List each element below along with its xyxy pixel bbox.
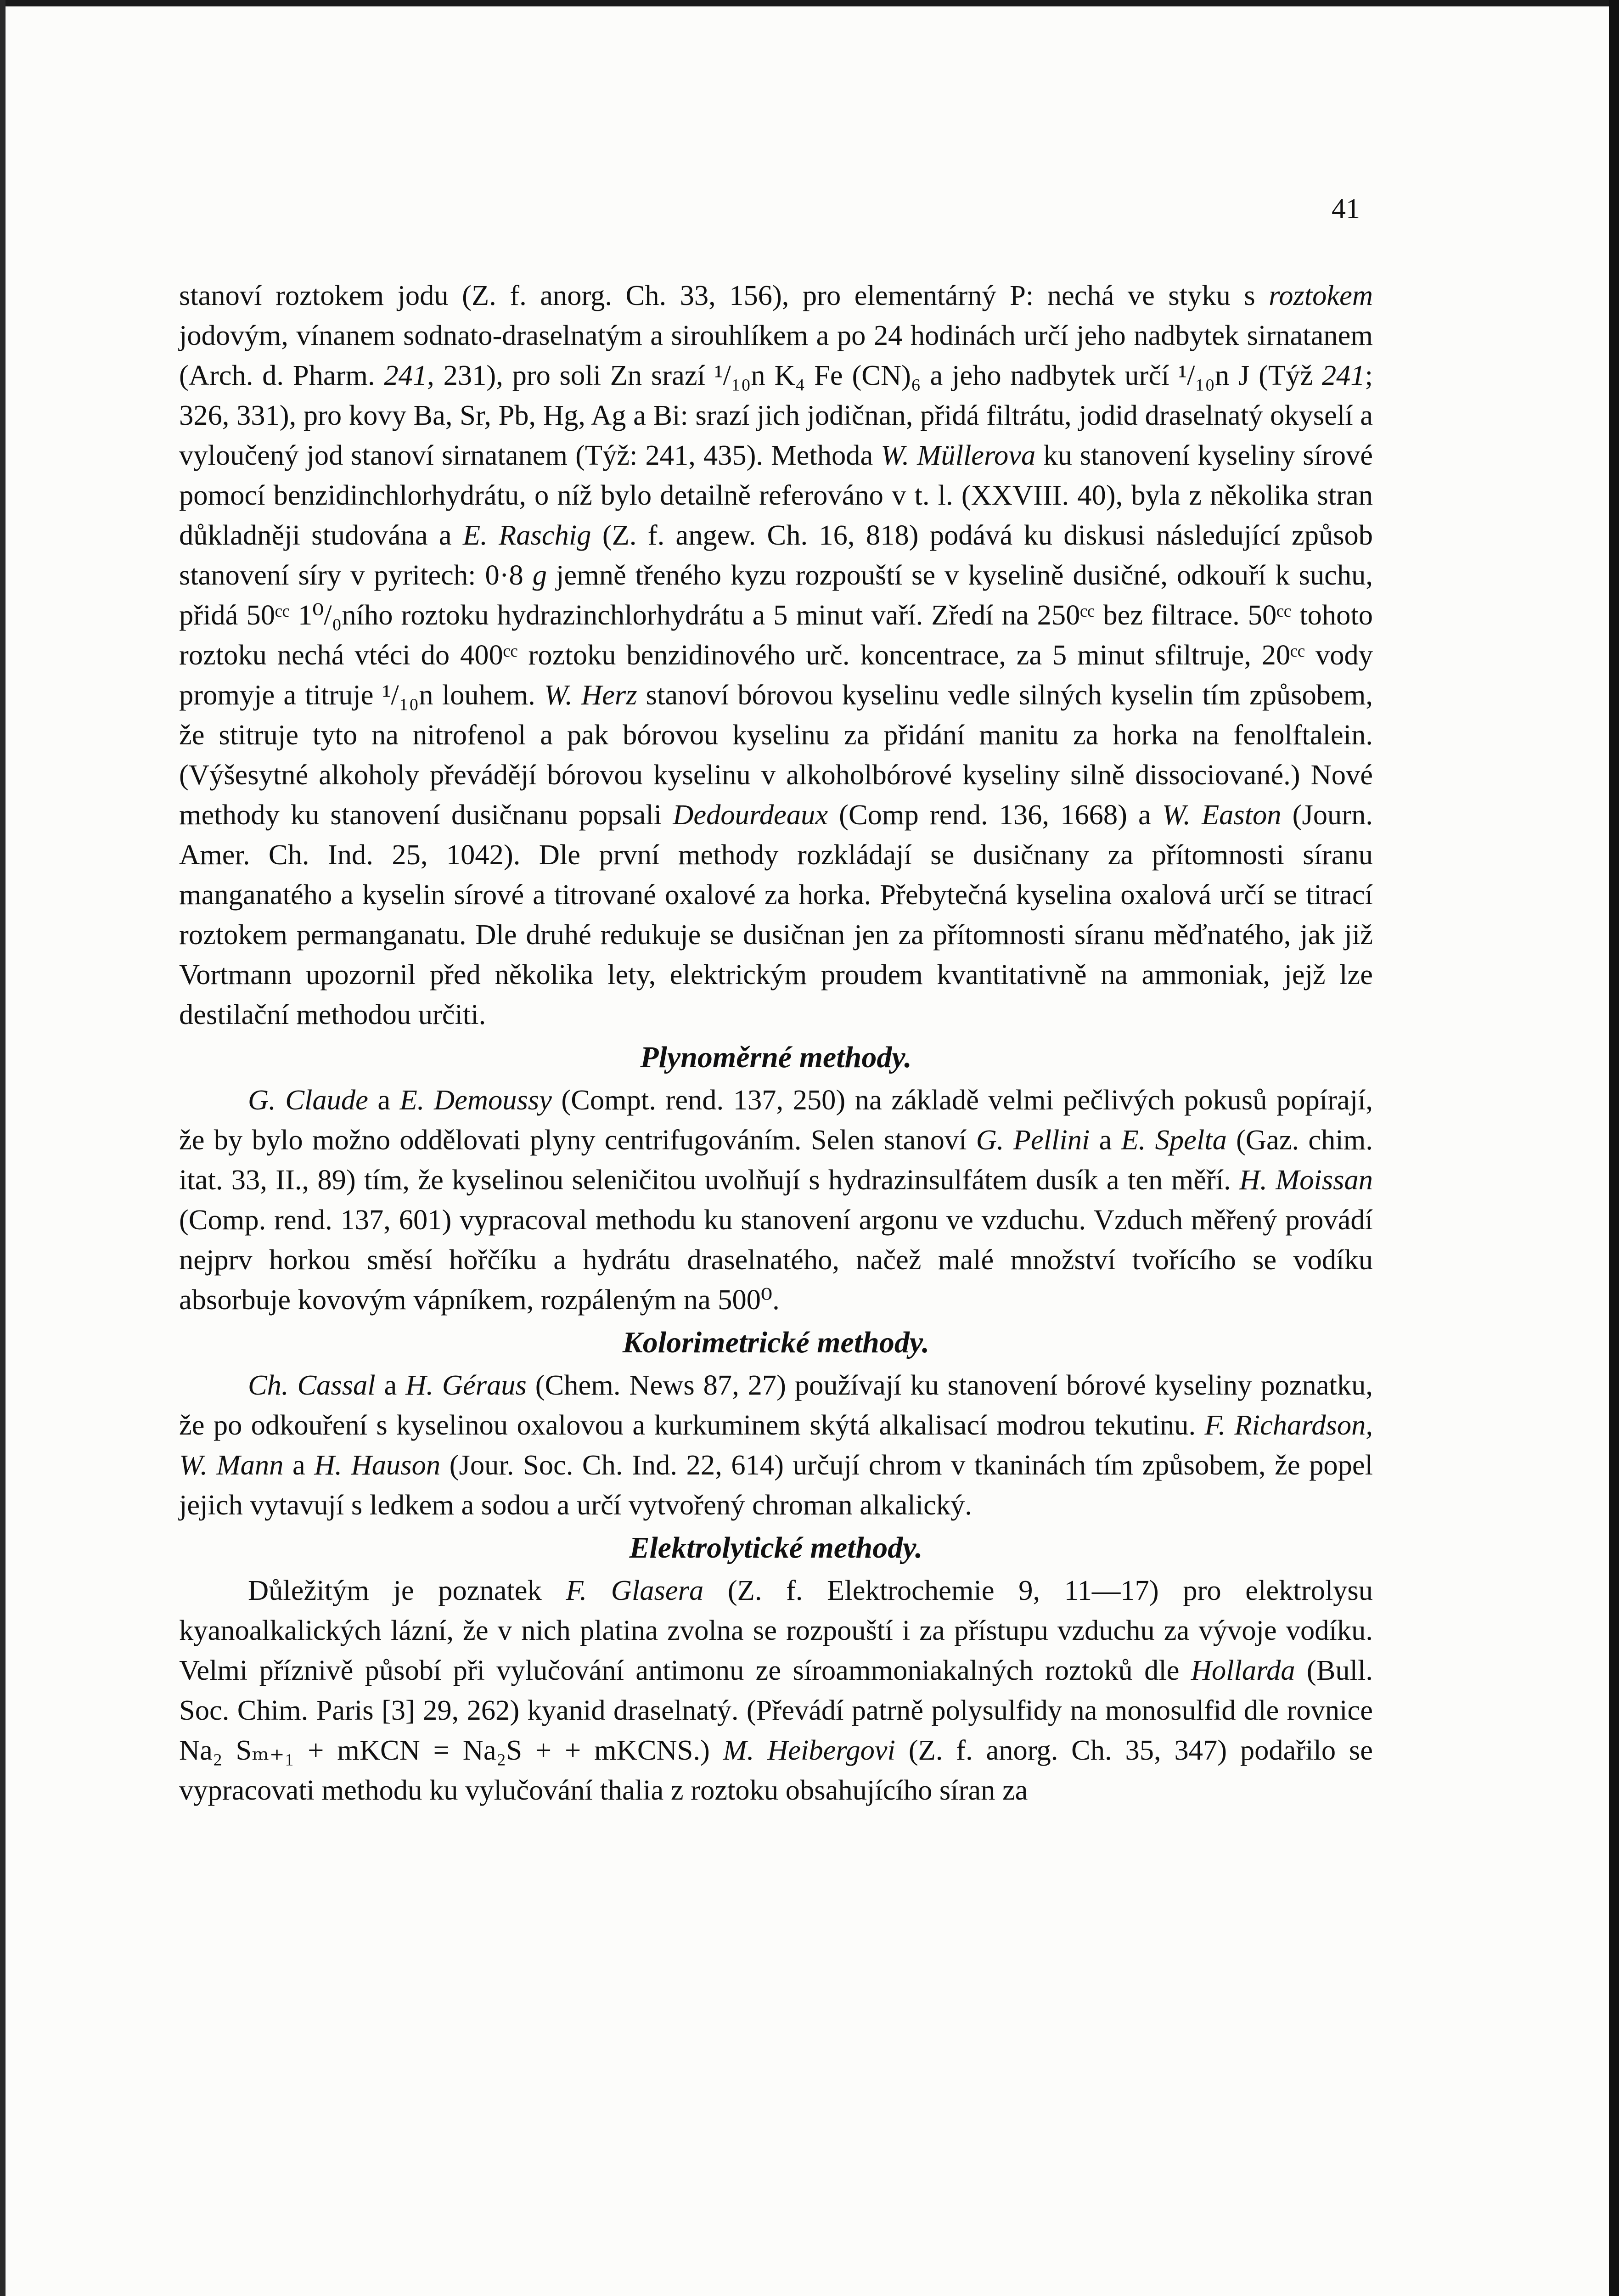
section-heading-colorimetric-methods: Kolorimetrické methody. bbox=[622, 1326, 930, 1359]
scan-border-top bbox=[0, 0, 1619, 6]
text-run: (Z. f. angew. Ch. 16, 818) podává ku diskusi následující způsob stanovení síry v pyritech: 0·8 bbox=[179, 519, 1373, 591]
text-run: a bbox=[1090, 1124, 1121, 1156]
author-name: F. Richardson, W. Mann bbox=[179, 1409, 1373, 1481]
text-run: (Chem. News 87, 27) používají ku stanovení bórové kyseliny poznatku, že po odkouření s kyselinou oxalovou a kurkuminem skýtá alkalisací modrou tekutinu. bbox=[179, 1369, 1373, 1441]
text-run: jemně třeného kyzu rozpouští se v kyselině dusičné, odkouří k suchu, přidá 50ᶜᶜ 1⁰/₀ního roztoku hydrazinchlorhydrátu a 5 minut vaří. Zředí na 250ᶜᶜ bez filtrace. 50ᶜᶜ tohoto roztoku nechá vtéci do 400ᶜᶜ roztoku benzidinového urč. koncentrace, za 5 minut sfiltruje, 20ᶜᶜ vody promyje a titruje ¹/₁₀n louhem. bbox=[179, 559, 1373, 711]
italic-run: 241 bbox=[1321, 359, 1365, 391]
text-run: (Z. f. anorg. Ch. 35, 347) podařilo se vypracovati methodu ku vylučování thalia z roztoku obsahujícího síran za bbox=[179, 1734, 1373, 1806]
author-name: M. Heibergovi bbox=[723, 1734, 896, 1766]
author-name: E. Spelta bbox=[1121, 1124, 1227, 1156]
author-name: W. Müllerova bbox=[881, 439, 1036, 471]
italic-run: roztokem bbox=[1269, 279, 1373, 311]
author-name: E. Demoussy bbox=[399, 1084, 552, 1116]
author-name: H. Hauson bbox=[314, 1449, 441, 1481]
text-run: ; 326, 331), pro kovy Ba, Sr, Pb, Hg, Ag a Bi: srazí jich jodičnan, přidá filtrátu, jodid draselnatý okyselí a vyloučený jod stanoví sirnatanem (Týž: 241, 435). Methoda bbox=[179, 359, 1373, 471]
scan-border-right bbox=[1609, 0, 1619, 2296]
author-name: Ch. Cassal bbox=[248, 1369, 376, 1401]
italic-run: g bbox=[532, 559, 547, 591]
text-run: a bbox=[283, 1449, 315, 1481]
text-run: , 231), pro soli Zn srazí ¹/₁₀n K₄ Fe (CN)₆ a jeho nadbytek určí ¹/₁₀n J (Týž bbox=[427, 359, 1322, 391]
text-run: jodovým, vínanem sodnato-draselnatým a sirouhlíkem a po 24 hodinách určí jeho nadbytek sirnatanem (Arch. d. Pharm. bbox=[179, 319, 1373, 391]
paragraph-gas-methods bbox=[179, 1080, 1373, 1320]
author-name: F. Glasera bbox=[566, 1574, 704, 1606]
text-run: (Comp. rend. 137, 601) vypracoval methodu ku stanovení argonu ve vzduchu. Vzduch měřený provádí nejprv horkou směsí hořčíku a hydrátu draselnatého, načež malé množství tvořícího se vodíku absorbuje kovovým vápníkem, rozpáleným na 500⁰. bbox=[179, 1204, 1373, 1316]
author-name: W. Herz bbox=[544, 679, 637, 711]
author-name: W. Easton bbox=[1162, 799, 1282, 831]
scan-border-left bbox=[0, 0, 6, 2296]
author-name: H. Moissan bbox=[1239, 1164, 1373, 1196]
italic-run: 241 bbox=[384, 359, 427, 391]
text-run: stanoví bórovou kyselinu vedle silných kyselin tím způsobem, že stitruje tyto na nitrofenol a pak bórovou kyselinu za přidání manitu za horka na fenolftalein. (Výšesytné alkoholy převádějí bórovou kyselinu v alkoholbórové kyseliny silně dissociované.) Nové methody ku stanovení dusičnanu popsali bbox=[179, 679, 1373, 831]
section-heading-gas-methods: Plynoměrné methody. bbox=[640, 1041, 912, 1074]
paragraph-electrolytic-methods bbox=[179, 1570, 1373, 1810]
author-name: G. Claude bbox=[248, 1084, 368, 1116]
text-run: (Gaz. chim. itat. 33, II., 89) tím, že kyselinou seleničitou uvolňují s hydrazinsulfátem dusík a ten měří. bbox=[179, 1124, 1373, 1196]
author-name: G. Pellini bbox=[976, 1124, 1090, 1156]
body-text bbox=[179, 276, 1373, 1810]
paragraph-analysis-methods bbox=[179, 276, 1373, 1035]
text-run: (Compt. rend. 137, 250) na základě velmi pečlivých pokusů popírají, že by bylo možno oddělovati plyny centrifugováním. Selen stanoví bbox=[179, 1084, 1373, 1156]
page-number: 41 bbox=[1332, 193, 1360, 225]
text-run: Důležitým je poznatek bbox=[248, 1574, 566, 1606]
author-name: H. Géraus bbox=[405, 1369, 527, 1401]
section-heading-electrolytic-methods: Elektrolytické methody. bbox=[629, 1531, 923, 1564]
paragraph-colorimetric-methods bbox=[179, 1365, 1373, 1525]
text-run: (Comp rend. 136, 1668) a bbox=[828, 799, 1162, 831]
text-run: (Journ. Amer. Ch. Ind. 25, 1042). Dle první methody rozkládají se dusičnany za přítomnosti síranu manganatého a kyselin sírové a titrované oxalové za horka. Přebytečná kyselina oxalová určí se titrací roztokem permanganatu. Dle druhé redukuje se dusičnan jen za přítomnosti síranu měďnatého, jak již Vortmann upozornil před několika lety, elektrickým proudem kvantitativně na ammoniak, jejž lze destilační methodou určiti. bbox=[179, 799, 1373, 1030]
text-run: (Z. f. Elektrochemie 9, 11—17) pro elektrolysu kyanoalkalických lázní, že v nich platina zvolna se rozpouští i za přístupu vzduchu za vývoje vodíku. Velmi příznivě působí při vylučování antimonu ze síroammoniakalných roztoků dle bbox=[179, 1574, 1373, 1686]
author-name: Hollarda bbox=[1191, 1654, 1295, 1686]
text-run: ku stanovení kyseliny sírové pomocí benzidinchlorhydrátu, o níž bylo detailně referováno v t. l. (XXVIII. 40), byla z několika stran důkladněji studována a bbox=[179, 439, 1373, 551]
author-name: E. Raschig bbox=[462, 519, 591, 551]
text-run: stanoví roztokem jodu (Z. f. anorg. Ch. 33, 156), pro elementárný P: nechá ve styku s bbox=[179, 279, 1269, 311]
text-run: (Jour. Soc. Ch. Ind. 22, 614) určují chrom v tkaninách tím způsobem, že popel jejich vytavují s ledkem a sodou a určí vytvořený chroman alkalický. bbox=[179, 1449, 1373, 1521]
text-run: a bbox=[368, 1084, 400, 1116]
author-name: Dedourdeaux bbox=[673, 799, 828, 831]
text-run: a bbox=[375, 1369, 406, 1401]
text-run: (Bull. Soc. Chim. Paris [3] 29, 262) kyanid draselnatý. (Převádí patrně polysulfidy na monosulfid dle rovnice Na₂ Sₘ₊₁ + mKCN = Na₂S + + mKCNS.) bbox=[179, 1654, 1373, 1766]
